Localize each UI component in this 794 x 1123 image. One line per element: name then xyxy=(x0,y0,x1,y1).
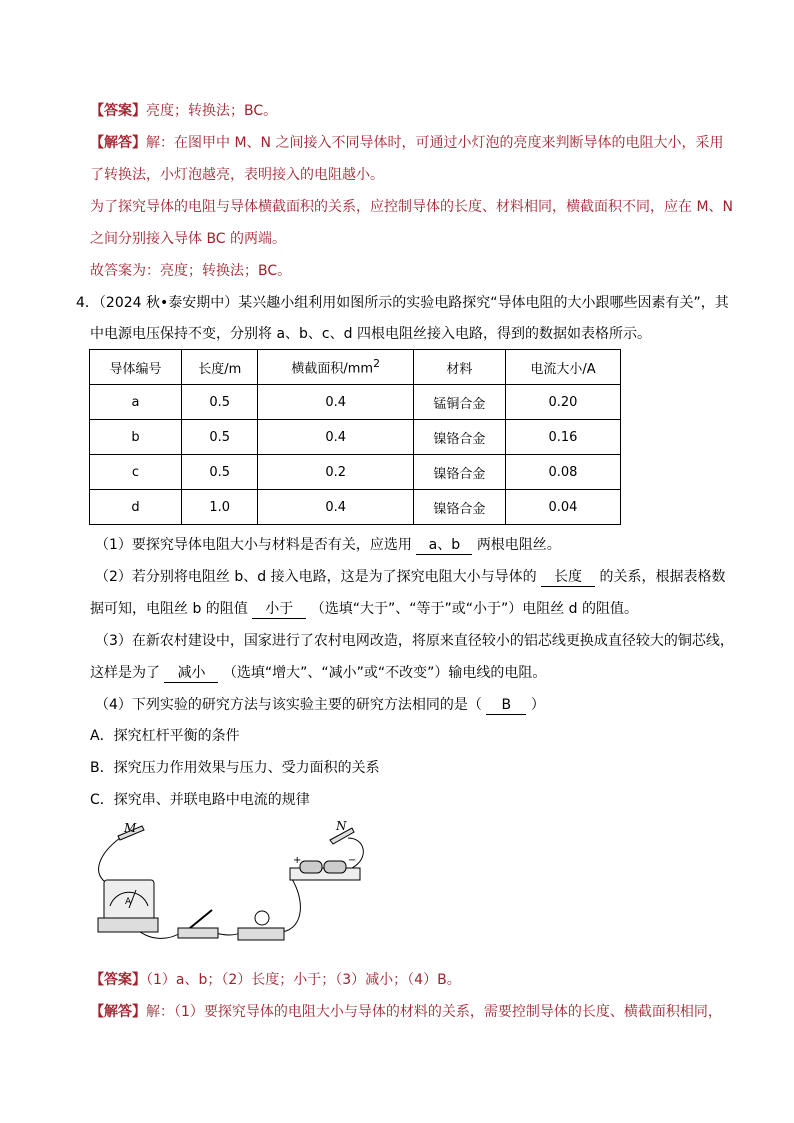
label-m: M xyxy=(124,821,137,835)
circuit-figure xyxy=(90,818,380,948)
question-4-line-1 xyxy=(76,293,729,313)
table-cell: 0.4 xyxy=(258,420,414,455)
answer-tag: 【答案】 xyxy=(90,103,146,119)
table-cell: 0.4 xyxy=(258,490,414,525)
table-cell: 0.2 xyxy=(258,455,414,490)
battery-cell xyxy=(300,861,322,873)
table-cell: 0.04 xyxy=(505,490,620,525)
subquestion-1-text: （1）要探究导体电阻大小与材料是否有关，应选用 xyxy=(95,537,412,553)
ammeter-letter: A xyxy=(125,897,132,907)
table-cell: c xyxy=(90,455,182,490)
table-header: 电流大小/A xyxy=(505,350,620,385)
table-cell: a xyxy=(90,385,182,420)
table-cell: 0.16 xyxy=(505,420,620,455)
analysis-line-4: 之间分别接入导体 BC 的两端。 xyxy=(90,231,287,247)
analysis-text: 解：（1）要探究导体的电阻大小与导体的材料的关系，需要控制导体的长度、横截面积相同， xyxy=(146,1004,722,1020)
table-cell: 0.5 xyxy=(182,385,258,420)
label-n: N xyxy=(336,819,347,833)
wire-bulb-battery xyxy=(282,876,300,932)
answer-tag: 【答案】 xyxy=(90,972,146,988)
analysis-tag: 【解答】 xyxy=(90,1004,146,1020)
subquestion-3-text: 这样是为了 xyxy=(90,665,160,681)
subquestion-3-line-2 xyxy=(90,663,546,683)
table-cell: 0.4 xyxy=(258,385,414,420)
table-row xyxy=(90,420,621,455)
answer-blank-5: B xyxy=(486,696,526,715)
battery-cell xyxy=(324,861,346,873)
bulb-glass xyxy=(255,911,269,925)
table-header: 长度/m xyxy=(182,350,258,385)
subquestion-4-text-end: ） xyxy=(530,697,545,713)
subquestion-2-continued xyxy=(90,599,638,619)
answer-line-1 xyxy=(90,101,277,121)
table-cell: 0.20 xyxy=(505,385,620,420)
battery-plus: + xyxy=(293,855,302,866)
wire-m xyxy=(99,838,120,884)
analysis-line-3: 为了探究导体的电阻与导体横截面积的关系，应控制导体的长度、材料相同，横截面积不同，应在 M、N xyxy=(90,199,733,215)
table-header-row xyxy=(90,350,621,385)
question-number: 4． xyxy=(76,295,99,311)
switch-lever xyxy=(190,910,212,928)
bulb-base xyxy=(238,928,284,940)
table-header-area-sup: 2 xyxy=(373,357,380,371)
analysis-text-1: 解：在图甲中 M、N 之间接入不同导体时，可通过小灯泡的亮度来判断导体的电阻大小，采用 xyxy=(146,135,724,151)
table-cell: 镍铬合金 xyxy=(413,490,505,525)
option-c: C．探究串、并联电路中电流的规律 xyxy=(90,792,310,808)
question-4-line-2: 中电源电压保持不变，分别将 a、b、c、d 四根电阻丝接入电路，得到的数据如表格所示。 xyxy=(90,326,651,342)
table-header-area-text: 横截面积/mm xyxy=(291,361,374,377)
answer-text: （1）a、b；（2）长度；小于；（3）减小；（4）B。 xyxy=(146,972,461,988)
subquestion-4-text: （4）下列实验的研究方法与该实验主要的研究方法相同的是（ xyxy=(95,697,482,713)
table-header: 导体编号 xyxy=(90,350,182,385)
analysis-line-5: 故答案为：亮度；转换法；BC。 xyxy=(90,263,292,279)
answer-text: 亮度；转换法；BC。 xyxy=(146,103,278,119)
table-cell: 镍铬合金 xyxy=(413,455,505,490)
battery-minus: − xyxy=(348,855,357,866)
subquestion-3-line-1: （3）在新农村建设中，国家进行了农村电网改造，将原来直径较小的铝芯线更换成直径较大的铜芯线， xyxy=(95,633,734,649)
option-a: A．探究杠杆平衡的条件 xyxy=(90,728,240,744)
table-cell: 0.08 xyxy=(505,455,620,490)
table-cell: 1.0 xyxy=(182,490,258,525)
table-cell: 0.5 xyxy=(182,455,258,490)
answer-blank-3: 小于 xyxy=(252,600,306,619)
answer-blank-1: a、b xyxy=(416,536,472,555)
subquestion-2b-text: 据可知，电阻丝 b 的阻值 xyxy=(90,601,248,617)
table-cell: 锰铜合金 xyxy=(413,385,505,420)
table-cell: 0.5 xyxy=(182,420,258,455)
ammeter-base xyxy=(98,918,158,932)
analysis-tag: 【解答】 xyxy=(90,135,146,151)
analysis-line-6 xyxy=(90,1002,722,1022)
analysis-line-2: 了转换法，小灯泡越亮，表明接入的电阻越小。 xyxy=(90,167,384,183)
subquestion-2-text: （2）若分别将电阻丝 b、d 接入电路，这是为了探究电阻大小与导体的 xyxy=(95,569,537,585)
option-b: B．探究压力作用效果与压力、受力面积的关系 xyxy=(90,760,380,776)
answer-line-2 xyxy=(90,970,461,990)
subquestion-3-text-end: （选填“增大”、“减小”或“不改变”）输电线的电阻。 xyxy=(222,665,547,681)
subquestion-1 xyxy=(95,535,561,555)
answer-blank-2: 长度 xyxy=(541,568,595,587)
table-cell: b xyxy=(90,420,182,455)
answer-blank-4: 减小 xyxy=(164,664,218,683)
subquestion-2-text-end: 的关系，根据表格数 xyxy=(599,569,726,585)
subquestion-1-text-end: 两根电阻丝。 xyxy=(476,537,561,553)
subquestion-4 xyxy=(95,695,545,715)
table-cell: 镍铬合金 xyxy=(413,420,505,455)
table-cell: d xyxy=(90,490,182,525)
question-4-text-1: （2024 秋•泰安期中）某兴趣小组利用如图所示的实验电路探究“导体电阻的大小跟哪些因素有关”，其 xyxy=(98,295,729,311)
switch-base xyxy=(178,928,218,938)
subquestion-2b-text-end: （选填“大于”、“等于”或“小于”）电阻丝 d 的阻值。 xyxy=(310,601,639,617)
subquestion-2 xyxy=(95,567,726,587)
table-header: 材料 xyxy=(413,350,505,385)
table-row xyxy=(90,385,621,420)
data-table xyxy=(89,349,621,525)
analysis-line-1 xyxy=(90,133,723,153)
table-row xyxy=(90,455,621,490)
table-row xyxy=(90,490,621,525)
table-header-area xyxy=(258,350,414,385)
